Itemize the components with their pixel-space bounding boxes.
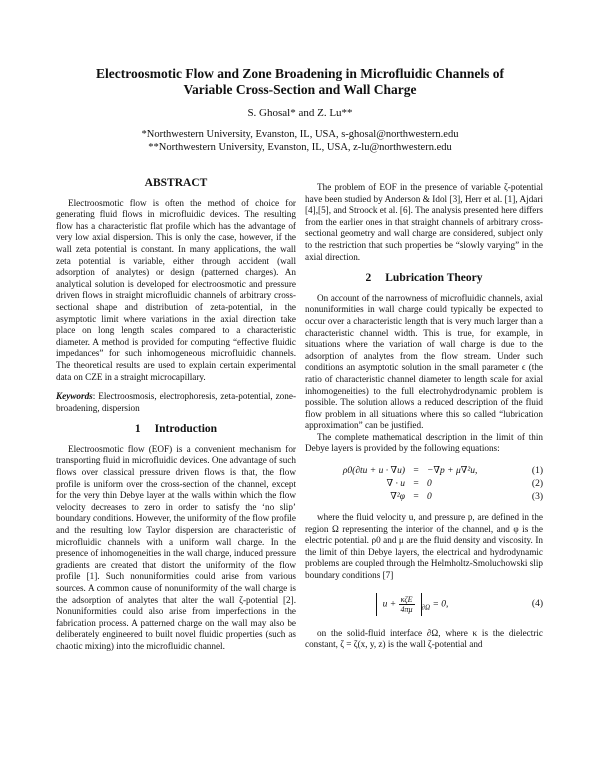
eq4-tail: = 0,: [432, 599, 449, 610]
eq4-bracket: [376, 593, 422, 616]
right-paragraph-2: On account of the narrowness of microfluidic channels, axial nonuniformities in wall charge could typically be expected to occur over a characteristic length that is very much larger than a characteristic channel width. This is true, for example, in situations where the variation of wall charge is due to the adsorption of analytes from the flow stream. Under such conditions an asymptotic solution in the small parameter ϵ (the ratio of characteristic channel diameter to length scale for axial inhomogeneities) to the full electrohydrodynamic problem is possible. The solution allows a reduced description of the fluid flow problem in all situations where this so called “lubrication approximation” can be justified.: [305, 292, 543, 431]
eq3-rhs: 0: [427, 491, 432, 502]
eq2-op: =: [413, 478, 419, 489]
right-paragraph-5: on the solid-fluid interface ∂Ω, where κ is the dielectric constant, ζ = ζ(x, y, z) is the wall ζ-potential and: [305, 627, 543, 650]
eq4-body: [305, 593, 519, 616]
intro-title: Introduction: [154, 423, 218, 436]
eq3-op: =: [413, 491, 419, 502]
left-column: [56, 172, 296, 653]
eq3-lhs: ∇²φ: [390, 491, 405, 502]
eq1-rhs: −∇p + μ∇²u,: [427, 465, 478, 476]
right-paragraph-1: The problem of EOF in the presence of variable ζ-potential have been studied by Anderson & Idol [3], Herr et al. [1], Ajdari [4],[5], and Stroock et al. [6]. The analysis presented here differs from the earlier ones in that straight channels of arbitrary cross-sectional geometry and wall charge are considered, subject only to the restriction that such properties be “slowly varying” in the axial direction.: [305, 182, 543, 262]
section-2-title: Lubrication Theory: [385, 272, 483, 285]
intro-text: Electroosmotic flow (EOF) is a convenient mechanism for transporting fluid in microfluidic devices. One advantage of such flows over classical pressure driven flows is that, the flow profile is uniform over the cross-section of the channel, except for the very thin Debye layer at the walls within which the flow velocity decreases to zero in order to satisfy the ‘no slip’ boundary conditions. However, the uniformity of the flow profile and the resulting low Taylor dispersion are characteristic of microfluidic channels with a uniform wall charge. In the presence of inhomogeneities in the wall charge, induced pressure gradients are created that distort the uniformity of the flow profile [1]. Such nonuniformities could arise from various sources. A common cause of nonuniformity of the wall charge is the adsorption of analytes that alter the wall ζ-potential [2]. Nonuniformities could also arise from imperfections in the fabrication process. A patterned charge on the wall may also be deliberately engineered to built novel fluidic properties (such as chaotic mixing) into the microfluidic channel.: [56, 443, 296, 651]
title-line-1: Electroosmotic Flow and Zone Broadening in Microfluidic Channels of: [95, 66, 505, 81]
eq4-subscript: ∂Ω: [421, 603, 431, 612]
authors: S. Ghosal* and Z. Lu**: [247, 107, 353, 119]
equation-2: [305, 478, 543, 491]
section-2-number: 2: [365, 272, 372, 285]
keywords-text: : Electroosmosis, electrophoresis, zeta-potential, zone-broadening, dispersion: [56, 391, 296, 413]
abstract-text: Electroosmotic flow is often the method of choice for generating fluid flows in microfluidic devices. The resulting flow has a characteristic flat profile which has the advantage of very low axial dispersion. This is only the case, however, if the wall zeta potential is constant. In many applications, the wall zeta potential is variable, either through accident (wall adsorption of analytes) or design (patterned charges). An analytical solution is developed for electroosmotic and pressure driven flows in straight microfluidic channels of arbitrary cross-sectional shape and distribution of zeta-potential, in the asymptotic limit where variations in the axial direction take place on long length scales compared to a characteristic diameter. A method is provided for computing “effective fluidic impedances” for such inhomogeneous microfluidic channels. The theoretical results are used to explain certain experimental data on CZE in a straight microcapillary.: [56, 197, 296, 382]
eq4-fraction: [399, 595, 415, 614]
intro-number: 1: [134, 423, 141, 436]
eq2-number: (2): [531, 478, 543, 489]
right-paragraph-4: where the fluid velocity u, and pressure p, are defined in the region Ω representing the interior of the channel, and φ is the electric potential. ρ0 and μ are the fluid density and viscosity. In the limit of thin Debye layers, the electrical and hydrodynamic problems are coupled through the Helmholtz-Smoluchowski slip boundary conditions [7]: [305, 512, 543, 581]
eq2-rhs: 0: [427, 478, 432, 489]
eq2-lhs: ∇ · u: [386, 478, 405, 489]
eq4-u: u +: [382, 599, 397, 610]
eq4-denominator: 4πμ: [400, 605, 413, 615]
affiliations: [40, 128, 560, 154]
right-paragraph-3: The complete mathematical description in the limit of thin Debye layers is provided by the following equations:: [305, 431, 543, 454]
equation-4: [305, 588, 543, 622]
equation-3: [305, 491, 543, 504]
intro-heading: [56, 424, 296, 436]
eq1-op: =: [413, 465, 419, 476]
abstract-heading: ABSTRACT: [144, 177, 208, 189]
eq1-lhs: ρ0(∂tu + u · ∇u): [342, 465, 405, 476]
equation-1: [305, 465, 543, 478]
affiliation-2: **Northwestern University, Evanston, IL, USA, z-lu@northwestern.edu: [148, 142, 452, 153]
affiliation-1: *Northwestern University, Evanston, IL, USA, s-ghosal@northwestern.edu: [141, 129, 459, 140]
equation-block: [305, 465, 543, 504]
paper-title: [40, 66, 560, 98]
right-column: [305, 182, 543, 651]
eq3-number: (3): [531, 491, 543, 502]
eq4-numerator: κζE: [400, 595, 413, 605]
keywords-label: Keywords: [56, 391, 93, 402]
eq4-number: (4): [531, 598, 543, 609]
section-2-heading: [305, 273, 543, 285]
keywords: [56, 391, 296, 414]
title-line-2: Variable Cross-Section and Wall Charge: [183, 82, 417, 97]
eq1-number: (1): [531, 465, 543, 476]
